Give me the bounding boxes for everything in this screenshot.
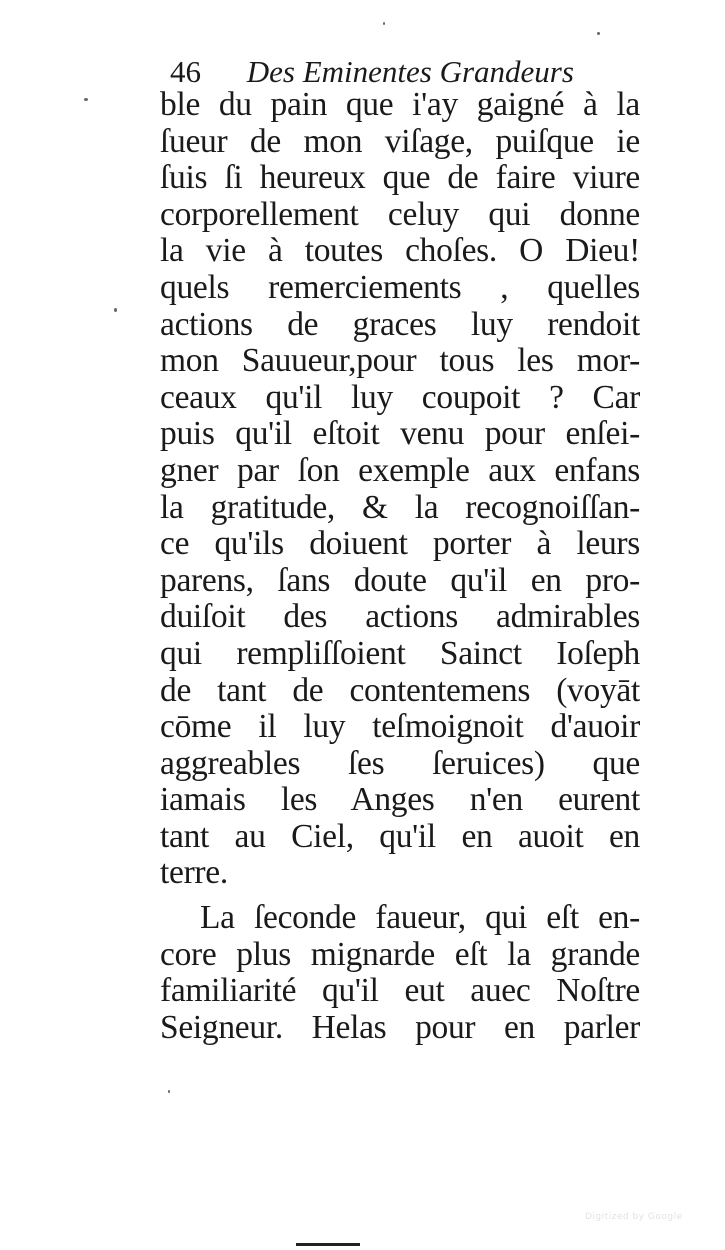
text-line: puis qu'il eſtoit venu pour enſei- [160, 416, 640, 453]
scan-speck [597, 32, 600, 35]
page-bottom-rule [296, 1243, 360, 1246]
text-line: mon Sauueur,pour tous les mor- [160, 343, 640, 380]
text-line-last: terre. [160, 855, 228, 892]
text-line: aggreables ſes ſeruices) que [160, 745, 640, 782]
running-head [170, 52, 640, 92]
text-line: iamais les Anges n'en eurent [160, 782, 640, 819]
text-line: corporellement celuy qui donne [160, 196, 640, 233]
scan-speck [84, 98, 88, 101]
text-line: duiſoit des actions admirables [160, 599, 640, 636]
page-number: 46 [170, 54, 201, 89]
text-line: parens, ſans doute qu'il en pro- [160, 562, 640, 599]
text-line: qui rempliſſoient Sainct Ioſeph [160, 635, 640, 672]
text-line: tant au Ciel, qu'il en auoit en [160, 818, 640, 855]
scan-speck [114, 308, 117, 312]
paragraph-gap [160, 892, 640, 900]
text-line: gner par ſon exemple aux enfans [160, 452, 640, 489]
text-line: ble du pain que i'ay gaigné à la [160, 87, 640, 123]
text-line: quels remerciements , quelles [160, 269, 640, 306]
text-line: Seigneur. Helas pour en parler [160, 1009, 640, 1046]
text-line: la vie à toutes choſes. O Dieu! [160, 233, 640, 270]
text-line: ſuis ſi heureux que de faire viure [160, 160, 640, 197]
text-line: ceaux qu'il luy coupoit ? Car [160, 379, 640, 416]
text-line: ce qu'ils doiuent porter à leurs [160, 526, 640, 563]
scan-speck [383, 22, 385, 25]
text-line-indented: La ſeconde faueur, qui eſt en- [200, 900, 640, 937]
scan-speck [168, 1090, 170, 1093]
running-title: Des Eminentes Grandeurs [246, 54, 574, 89]
text-line: core plus mignarde eſt la grande [160, 936, 640, 973]
text-line: la gratitude, & la recognoiſſan- [160, 489, 640, 526]
text-line: ſueur de mon viſage, puiſque ie [160, 123, 640, 160]
text-line: cōme il luy teſmoignoit d'auoir [160, 709, 640, 746]
body-text [160, 87, 640, 1046]
scan-watermark: Digitized by Google [585, 1212, 683, 1222]
text-line: de tant de contentemens (voyāt [160, 672, 640, 709]
text-line: actions de graces luy rendoit [160, 306, 640, 343]
text-line: familiarité qu'il eut auec Noſtre [160, 973, 640, 1010]
